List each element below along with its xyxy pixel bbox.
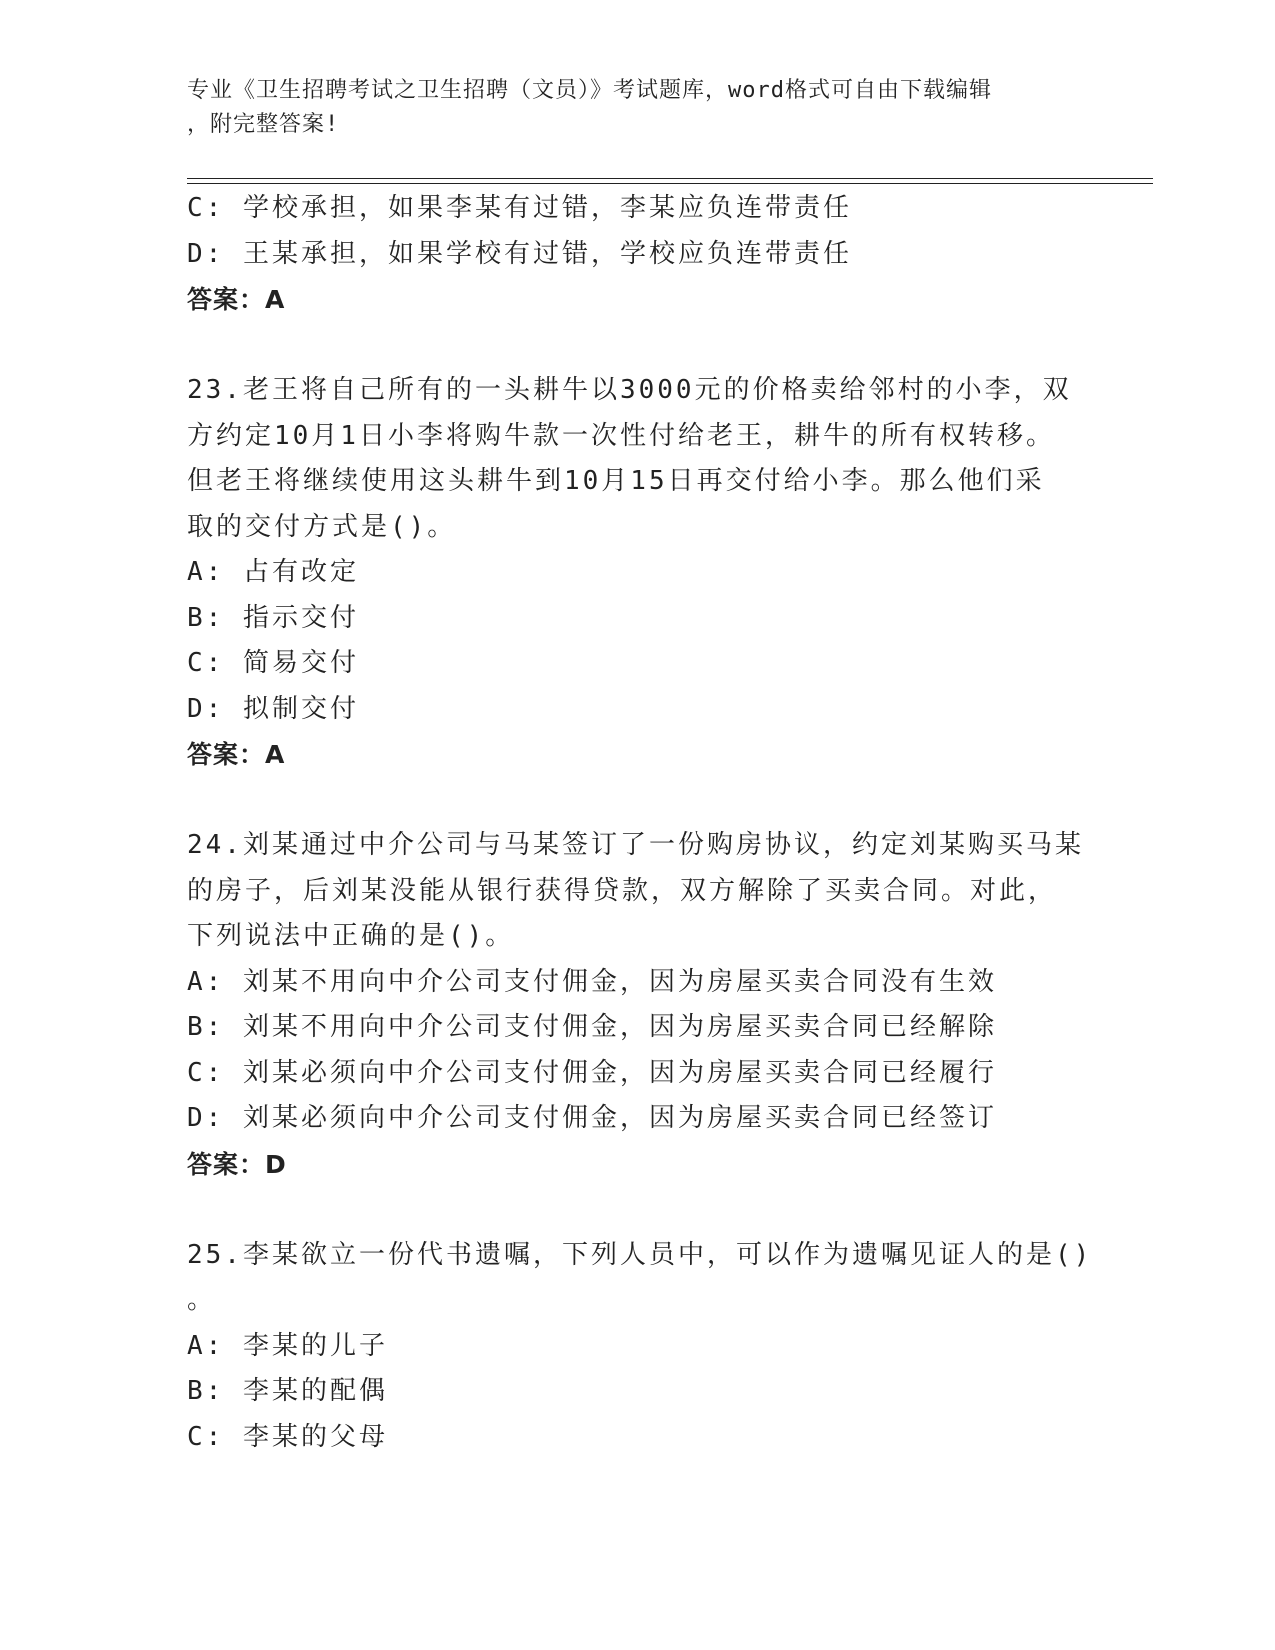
question-text-line: 24.刘某通过中介公司与马某签订了一份购房协议，约定刘某购买马某 bbox=[187, 830, 1084, 860]
answer-line: 答案：A bbox=[187, 740, 286, 769]
option-d: D: 刘某必须向中介公司支付佣金，因为房屋买卖合同已经签订 bbox=[187, 1103, 997, 1133]
header-divider-top bbox=[187, 178, 1153, 179]
question-text-line: 取的交付方式是()。 bbox=[187, 511, 457, 542]
option-a: A: 李某的儿子 bbox=[187, 1330, 388, 1361]
question-text-line: 下列说法中正确的是()。 bbox=[187, 921, 515, 951]
spacer bbox=[187, 778, 1087, 824]
question-23 bbox=[187, 368, 1087, 778]
spacer bbox=[187, 323, 1087, 369]
spacer bbox=[187, 1187, 1087, 1233]
answer-line: 答案：A bbox=[187, 285, 286, 314]
option-b: B: 指示交付 bbox=[187, 602, 359, 633]
option-c: C: 学校承担，如果李某有过错，李某应负连带责任 bbox=[187, 193, 852, 223]
question-text-line: 25.李某欲立一份代书遗嘱，下列人员中，可以作为遗嘱见证人的是() bbox=[187, 1239, 1093, 1270]
previous-question-tail bbox=[187, 186, 1087, 323]
option-c: C: 刘某必须向中介公司支付佣金，因为房屋买卖合同已经履行 bbox=[187, 1057, 997, 1088]
option-c: C: 简易交付 bbox=[187, 648, 359, 678]
option-a: A: 占有改定 bbox=[187, 557, 359, 587]
page-header bbox=[187, 74, 1087, 142]
question-25 bbox=[187, 1233, 1093, 1461]
question-24 bbox=[187, 823, 1087, 1187]
question-text-line: 方约定10月1日小李将购牛款一次性付给老王，耕牛的所有权转移。 bbox=[187, 420, 1055, 451]
option-d: D: 拟制交付 bbox=[187, 693, 359, 724]
option-a: A: 刘某不用向中介公司支付佣金，因为房屋买卖合同没有生效 bbox=[187, 966, 997, 997]
header-line-2: ，附完整答案! bbox=[187, 112, 340, 137]
question-list bbox=[187, 186, 1093, 1460]
question-text-line: 23.老王将自己所有的一头耕牛以3000元的价格卖给邻村的小李，双 bbox=[187, 375, 1072, 405]
question-text-line: 但老王将继续使用这头耕牛到10月15日再交付给小李。那么他们采 bbox=[187, 466, 1045, 496]
question-text-line: 的房子，后刘某没能从银行获得贷款，双方解除了买卖合同。对此， bbox=[187, 875, 1058, 906]
answer-line: 答案：D bbox=[187, 1149, 287, 1179]
question-text-line: 。 bbox=[187, 1285, 217, 1315]
header-divider-bottom bbox=[187, 183, 1153, 184]
header-line-1: 专业《卫生招聘考试之卫生招聘（文员）》考试题库，word格式可自由下载编辑 bbox=[187, 78, 992, 103]
option-c: C: 李某的父母 bbox=[187, 1421, 388, 1452]
option-b: B: 刘某不用向中介公司支付佣金，因为房屋买卖合同已经解除 bbox=[187, 1012, 997, 1042]
option-d: D: 王某承担，如果学校有过错，学校应负连带责任 bbox=[187, 238, 852, 269]
option-b: B: 李某的配偶 bbox=[187, 1376, 388, 1406]
